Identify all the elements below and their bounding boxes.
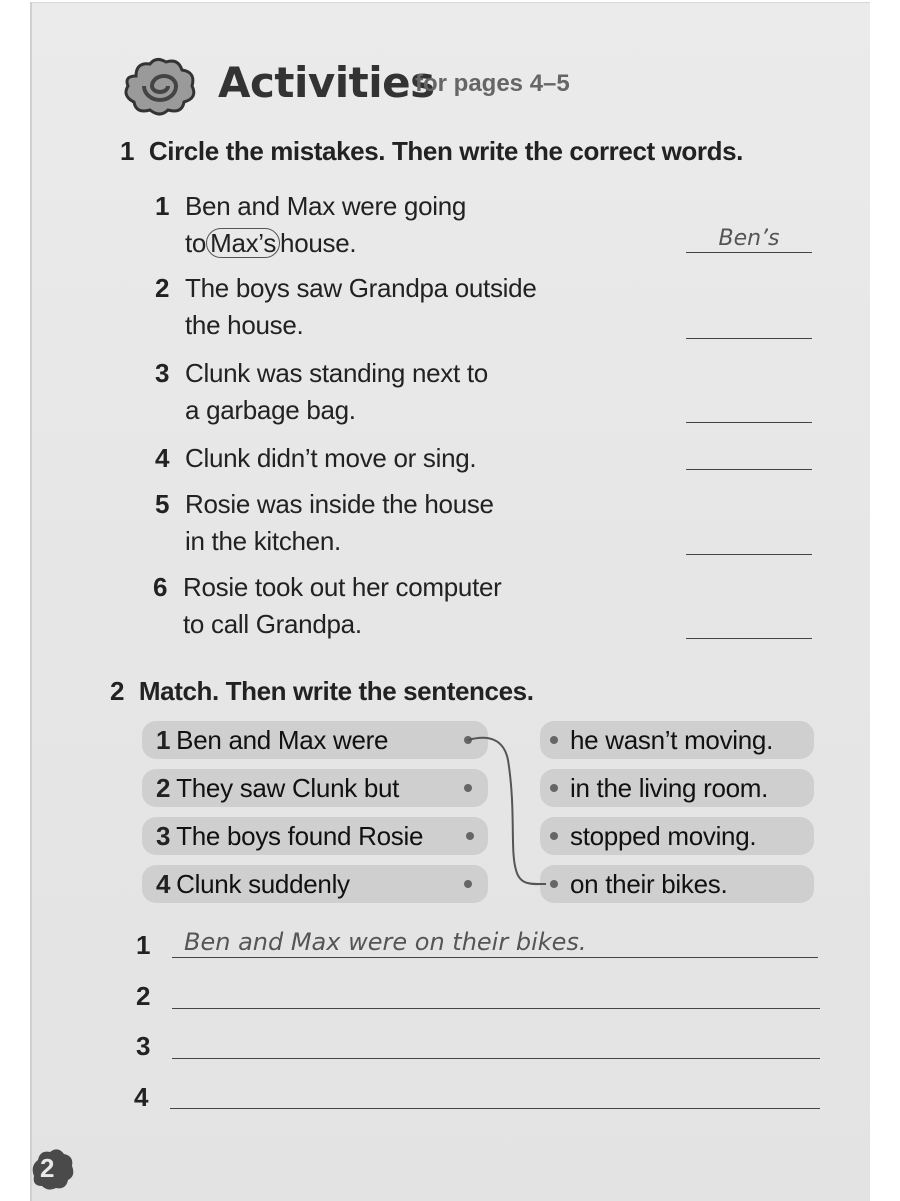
sentence-line-1[interactable]: Ben and Max were on their bikes. bbox=[172, 926, 818, 958]
item-number: 5 bbox=[155, 489, 170, 519]
page-subtitle: for pages 4–5 bbox=[415, 70, 570, 97]
match-right-2[interactable] bbox=[540, 769, 814, 807]
exercise-2-instruction: Match. Then write the sentences. bbox=[138, 676, 534, 706]
sentence-line-3[interactable] bbox=[172, 1026, 820, 1059]
swirl-cloud-icon bbox=[122, 56, 198, 118]
ex1-item-5 bbox=[155, 486, 494, 560]
page-number: 2 bbox=[40, 1153, 55, 1183]
item-text: The boys saw Grandpa outside bbox=[185, 273, 537, 303]
match-text: he wasn’t moving. bbox=[570, 725, 774, 755]
answer-line-5[interactable] bbox=[686, 528, 812, 555]
item-number: 4 bbox=[156, 869, 171, 899]
item-number: 3 bbox=[156, 821, 171, 851]
answer-line-4[interactable] bbox=[686, 443, 812, 470]
ex1-item-3 bbox=[155, 355, 488, 429]
item-text: to bbox=[185, 228, 207, 258]
exercise-1-heading bbox=[120, 136, 743, 167]
sentence-line-4[interactable] bbox=[170, 1076, 820, 1109]
match-connector-line bbox=[460, 720, 560, 900]
exercise-1-number: 1 bbox=[120, 136, 135, 166]
item-number: 4 bbox=[155, 443, 170, 473]
match-text: in the living room. bbox=[570, 773, 769, 803]
ex1-item-2 bbox=[155, 270, 536, 344]
ex1-item-4 bbox=[155, 440, 476, 477]
match-right-3[interactable] bbox=[540, 817, 814, 855]
match-text: Ben and Max were bbox=[176, 725, 389, 755]
sentence-number: 3 bbox=[136, 1031, 151, 1061]
answer-line-1[interactable]: Ben’s bbox=[686, 226, 812, 253]
ex1-item-6 bbox=[153, 569, 502, 643]
item-text: Ben and Max were going bbox=[185, 191, 467, 221]
sentence-number: 2 bbox=[136, 981, 151, 1011]
item-number: 2 bbox=[155, 273, 170, 303]
item-number: 2 bbox=[156, 773, 171, 803]
match-right-4[interactable] bbox=[540, 865, 814, 903]
item-text: to call Grandpa. bbox=[183, 609, 362, 639]
match-text: Clunk suddenly bbox=[176, 869, 350, 899]
item-text: house. bbox=[280, 228, 357, 258]
item-number: 1 bbox=[156, 725, 171, 755]
item-text: Rosie took out her computer bbox=[183, 572, 502, 602]
match-text: stopped moving. bbox=[570, 821, 757, 851]
item-text: Clunk was standing next to bbox=[185, 358, 488, 388]
answer-line-2[interactable] bbox=[686, 312, 812, 339]
match-text: The boys found Rosie bbox=[176, 821, 424, 851]
item-text: a garbage bag. bbox=[185, 395, 356, 425]
sentence-line-2[interactable] bbox=[172, 976, 820, 1009]
match-left-1[interactable] bbox=[142, 721, 488, 759]
page-title: Activities bbox=[218, 58, 435, 107]
match-text: They saw Clunk but bbox=[176, 773, 400, 803]
item-number: 3 bbox=[155, 358, 170, 388]
ex1-item-1 bbox=[155, 188, 466, 262]
exercise-2-heading bbox=[110, 676, 534, 707]
item-text: Clunk didn’t move or sing. bbox=[185, 443, 477, 473]
item-text: in the kitchen. bbox=[185, 526, 341, 556]
match-left-3[interactable] bbox=[142, 817, 488, 855]
match-text: on their bikes. bbox=[570, 869, 728, 899]
answer-line-6[interactable] bbox=[686, 612, 812, 639]
sentence-number: 4 bbox=[134, 1082, 149, 1112]
sentence-number: 1 bbox=[136, 930, 151, 960]
match-right-1[interactable] bbox=[540, 721, 814, 759]
item-text: Rosie was inside the house bbox=[185, 489, 494, 519]
answer-line-3[interactable] bbox=[686, 396, 812, 423]
exercise-2-number: 2 bbox=[110, 676, 125, 706]
item-text: the house. bbox=[185, 310, 304, 340]
exercise-1-instruction: Circle the mistakes. Then write the correct words. bbox=[148, 136, 743, 166]
item-number: 6 bbox=[153, 572, 168, 602]
circled-mistake[interactable]: Max’s bbox=[206, 228, 280, 258]
item-number: 1 bbox=[155, 191, 170, 221]
match-left-2[interactable] bbox=[142, 769, 488, 807]
match-left-4[interactable] bbox=[142, 865, 488, 903]
